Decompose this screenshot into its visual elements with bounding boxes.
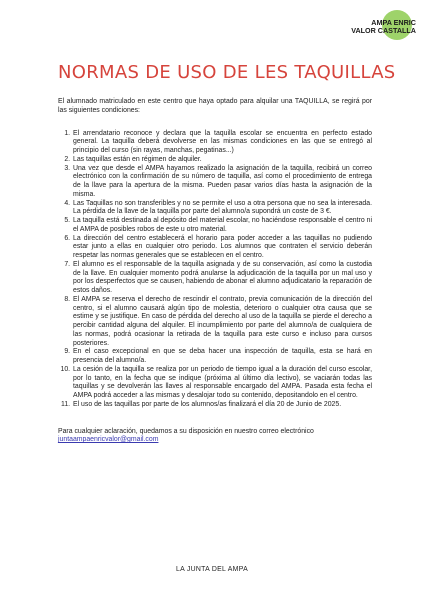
rule-item: 7. El alumno es el responsable de la taquilla asignada y de su conservación, así como la custodia de la llave. En cualquier momento podrá anularse la adjudicación de la taquilla por un mal uso y por los desperfectos que se causen, habiendo de abonar el alumno adjudicatario la reparación de estos daños. xyxy=(72,261,372,296)
closing-text: Para cualquier aclaración, quedamos a su disposición en nuestro correo electrónico xyxy=(58,427,314,435)
email-link[interactable]: juntaampaenricvalor@gmail.com xyxy=(58,436,159,444)
rule-item: 11. El uso de las taquillas por parte de los alumnos/as finalizará el día 20 de Junio de 2025. xyxy=(72,401,372,410)
intro-paragraph: El alumnado matriculado en este centro que haya optado para alquilar una TAQUILLA, se regirá por las siguientes condiciones: xyxy=(58,98,372,114)
rules-list xyxy=(58,130,372,410)
logo-text xyxy=(351,19,416,35)
rule-item: 9. En el caso excepcional en que se deba hacer una inspección de taquilla, esta se hará en presencia del alumno/a. xyxy=(72,348,372,366)
rule-item: 10. La cesión de la taquilla se realiza por un periodo de tiempo igual a la duración del curso escolar, por lo tanto, en la fecha que se indique (próxima al último día lectivo), se vaciarán todas las taquillas y se devolverán las llaves al responsable encargado del AMPA. Pasada esta fecha el AMPA podrá acceder a las mismas y desalojar todo su contenido, depositandolo en el centro. xyxy=(72,366,372,401)
logo-line-2: VALOR CASTALLA xyxy=(351,26,416,36)
rule-item: 8. El AMPA se reserva el derecho de rescindir el contrato, previa comunicación de la dirección del centro, si el alumno causará algún tipo de molestia, deterioro o cualquier otra causa que se estime y se justifique. En caso de pérdida del derecho al uso de la taquilla se pierde el derecho a percibir cantidad alguna del alquiler. El incumplimiento por parte del alumno/a de cualquiera de las normas, podrá ocasionar la retirada de la taquilla para este curso e incluso para cursos posteriores. xyxy=(72,296,372,349)
page-title: NORMAS DE USO DE LES TAQUILLAS xyxy=(58,62,396,83)
ampa-logo xyxy=(340,10,416,46)
logo-line-1: AMPA ENRIC xyxy=(371,18,416,27)
rule-item: 5. La taquilla está destinada al depósito del material escolar, no haciéndose responsable el centro ni el AMPA de posibles robos de este u otro material. xyxy=(72,217,372,235)
closing-paragraph xyxy=(58,428,372,446)
rule-item: 1. El arrendatario reconoce y declara que la taquilla escolar se encuentra en perfecto estado general. La taquilla deberá devolverse en las mismas condiciones en las que se entregó al principio del curso (sin rayas, manchas, pegatinas...) xyxy=(72,130,372,156)
rule-item: 6. La dirección del centro establecerá el horario para poder acceder a las taquillas no pudiendo estar junto a ellas en cualquier otro periodo. Los alumnos que contraten el servicio deberán respetar las normas generales que se establecen en el centro. xyxy=(72,235,372,261)
rule-item: 3. Una vez que desde el AMPA hayamos realizado la asignación de la taquilla, recibirá un correo electrónico con la confirmación de su número de taquilla, así como el procedimiento de entrega de la llave para la apertura de la misma. Pueden pasar varios días hasta la asignación de la misma. xyxy=(72,165,372,200)
document-body xyxy=(58,98,372,445)
rule-item: 4. Las Taquillas no son transferibles y no se permite el uso a otra persona que no sea la interesada. La pérdida de la llave de la taquilla por parte del alumno/a supondrá un coste de 3 €. xyxy=(72,200,372,218)
footer-signature: LA JUNTA DEL AMPA xyxy=(176,566,248,573)
rule-item: 2. Las taquillas están en régimen de alquiler. xyxy=(72,156,372,165)
